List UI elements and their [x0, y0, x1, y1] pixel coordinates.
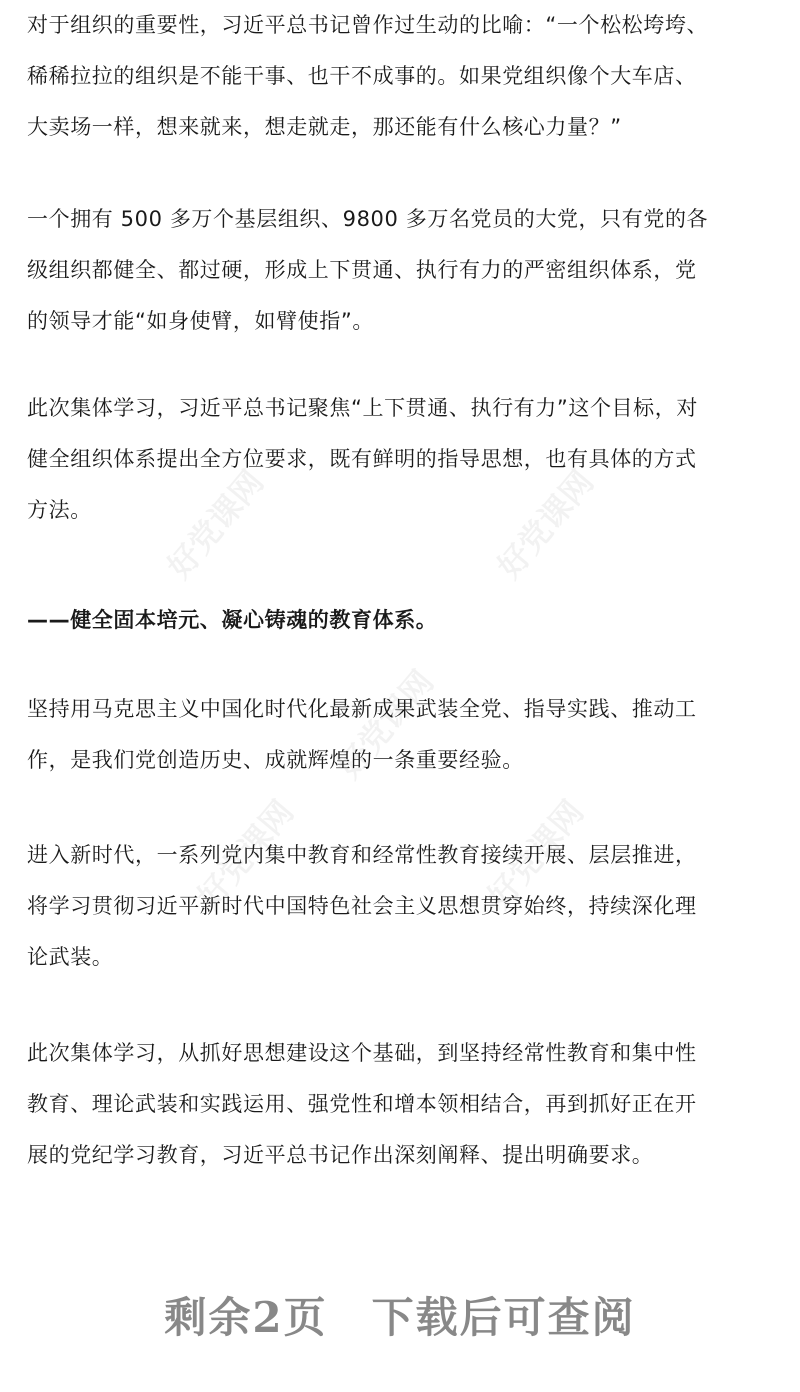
watermark: 好党课网 [329, 663, 442, 786]
download-to-view-label: 下载后可查阅 [371, 1293, 636, 1342]
text-line: 此次集体学习，从抓好思想建设这个基础，到坚持经常性教育和集中性 [27, 1041, 697, 1065]
watermark: 好党课网 [489, 463, 602, 586]
text-line: 将学习贯彻习近平新时代中国特色社会主义思想贯穿始终，持续深化理 [27, 894, 697, 918]
text-line: 作，是我们党创造历史、成就辉煌的一条重要经验。 [27, 748, 524, 772]
text-line: 健全组织体系提出全方位要求，既有鲜明的指导思想，也有具体的方式 [27, 447, 697, 471]
text-line: 论武装。 [27, 945, 114, 969]
watermark: 好党课网 [159, 463, 272, 586]
watermark: 好党课网 [189, 793, 302, 916]
text-line: 稀稀拉拉的组织是不能干事、也干不成事的。如果党组织像个大车店、 [27, 64, 697, 88]
text-line: 一个拥有 500 多万个基层组织、9800 多万名党员的大党，只有党的各 [27, 207, 709, 231]
text-line: 的领导才能“如身使臂，如臂使指”。 [27, 309, 374, 333]
text-line: 级组织都健全、都过硬，形成上下贯通、执行有力的严密组织体系，党 [27, 258, 697, 282]
paragraph-1 [27, 0, 708, 153]
paragraph-7 [27, 1028, 697, 1181]
heading-line: ——健全固本培元、凝心铸魂的教育体系。 [27, 608, 438, 632]
paragraph-6 [27, 830, 697, 983]
text-line: 教育、理论武装和实践运用、强党性和增本领相结合，再到抓好正在开 [27, 1092, 697, 1116]
text-line: 对于组织的重要性，习近平总书记曾作过生动的比喻：“一个松松垮垮、 [27, 13, 709, 37]
text-line: 方法。 [27, 498, 92, 522]
section-heading [27, 595, 437, 646]
text-line: 进入新时代，一系列党内集中教育和经常性教育接续开展、层层推进， [27, 843, 697, 867]
text-line: 大卖场一样，想来就来，想走就走，那还能有什么核心力量？” [27, 115, 622, 139]
text-line: 展的党纪学习教育，习近平总书记作出深刻阐释、提出明确要求。 [27, 1143, 654, 1167]
text-line: 此次集体学习，习近平总书记聚焦“上下贯通、执行有力”这个目标，对 [27, 396, 698, 420]
paragraph-2 [27, 194, 708, 347]
download-prompt-banner[interactable] [0, 1285, 800, 1345]
watermark: 好党课网 [479, 793, 592, 916]
remaining-pages-label: 剩余2页 [164, 1293, 328, 1342]
paragraph-3 [27, 383, 698, 536]
text-line: 坚持用马克思主义中国化时代化最新成果武装全党、指导实践、推动工 [27, 697, 697, 721]
paragraph-5 [27, 684, 697, 786]
